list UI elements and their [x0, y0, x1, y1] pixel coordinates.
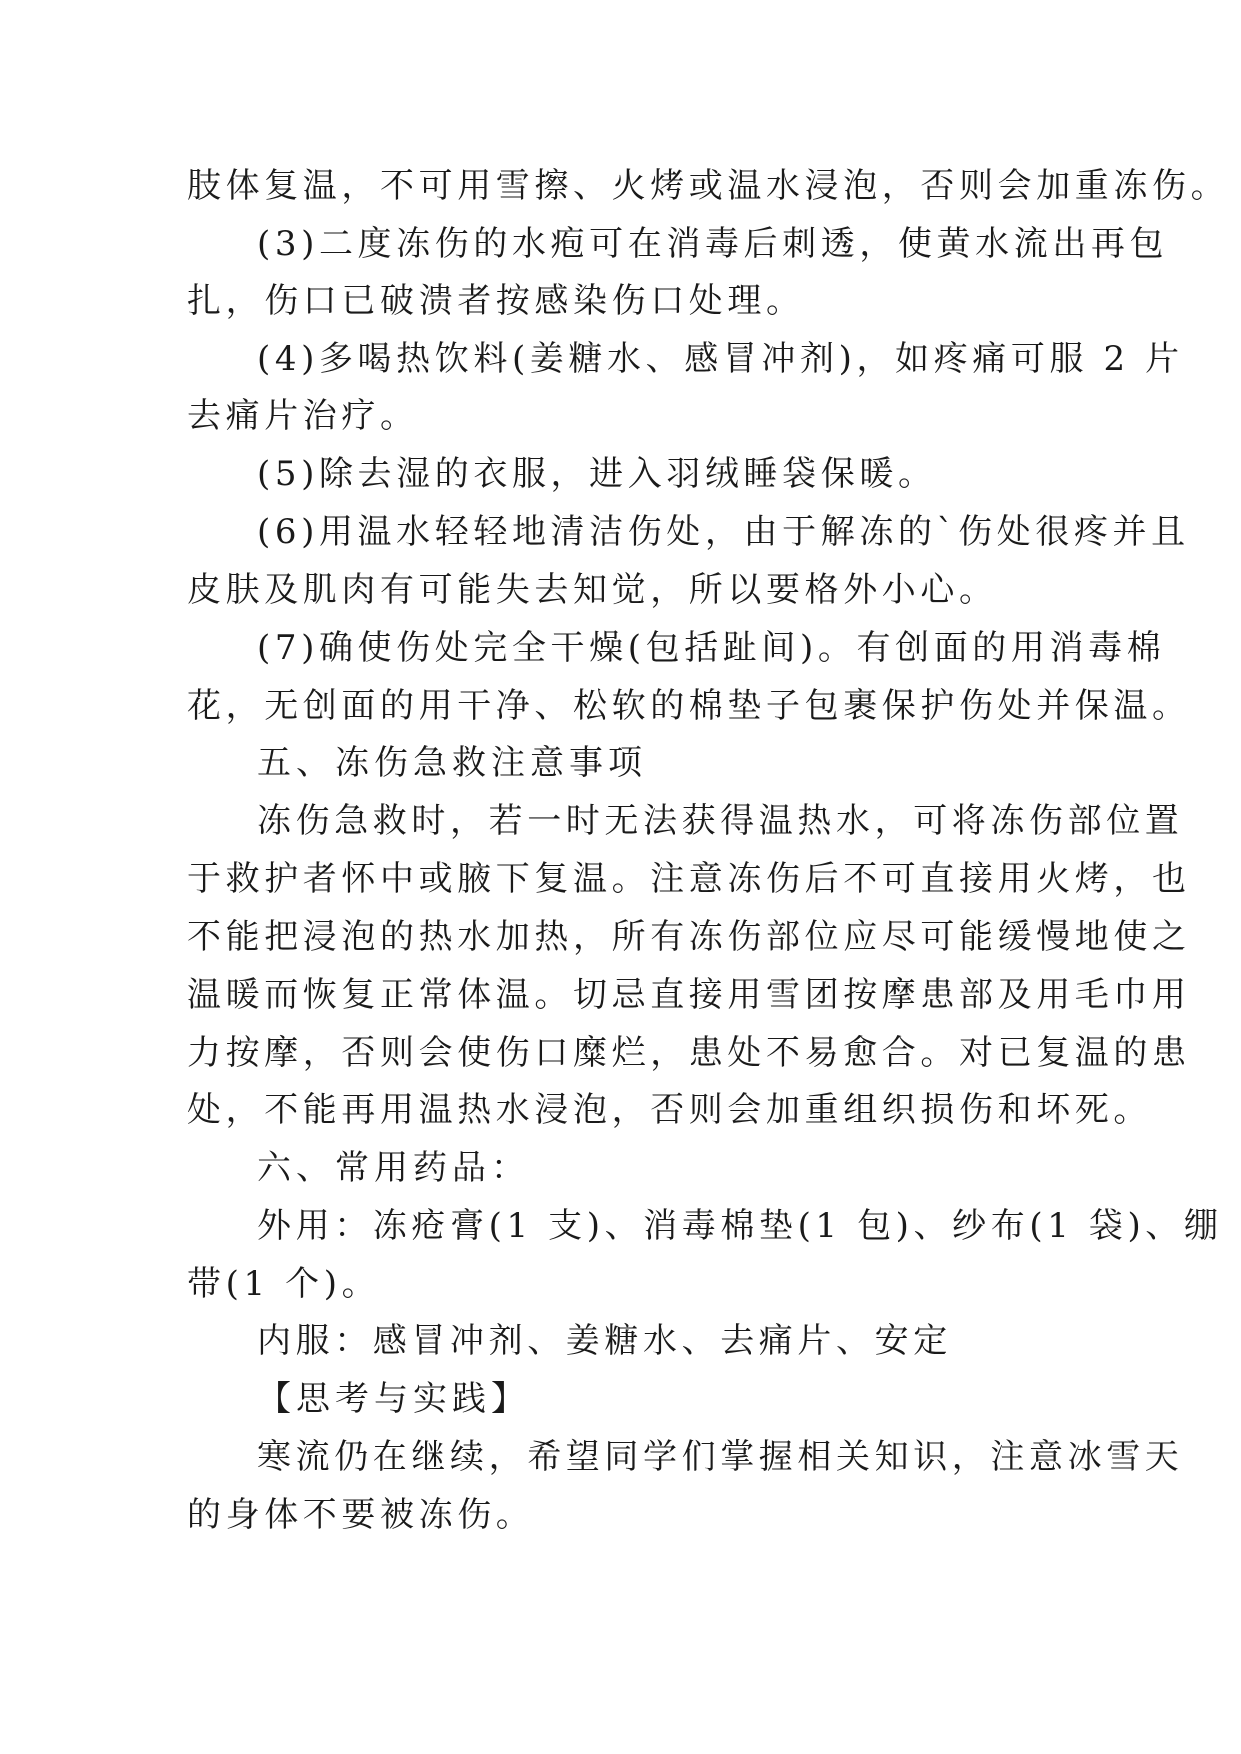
text-line: 寒流仍在继续，希望同学们掌握相关知识，注意冰雪天 [257, 1437, 1184, 1477]
text-line: (6)用温水轻轻地清洁伤处，由于解冻的`伤处很疼并且 [257, 512, 1190, 552]
text-line: 力按摩，否则会使伤口糜烂，患处不易愈合。对已复温的患 [187, 1033, 1191, 1073]
text-line: 外用：冻疮膏(1 支)、消毒棉垫(1 包)、纱布(1 袋)、绷 [257, 1206, 1223, 1246]
text-line: (5)除去湿的衣服，进入羽绒睡袋保暖。 [257, 454, 937, 494]
text-line: 温暖而恢复正常体温。切忌直接用雪团按摩患部及用毛巾用 [187, 975, 1191, 1015]
text-line: 处，不能再用温热水浸泡，否则会加重组织损伤和坏死。 [187, 1090, 1152, 1130]
text-line: 冻伤急救时，若一时无法获得温热水，可将冻伤部位置 [257, 801, 1184, 841]
text-line: 皮肤及肌肉有可能失去知觉，所以要格外小心。 [187, 570, 998, 610]
text-line: (3)二度冻伤的水疱可在消毒后刺透，使黄水流出再包 [257, 224, 1169, 264]
text-line: 去痛片治疗。 [187, 396, 419, 436]
text-line: (4)多喝热饮料(姜糖水、感冒冲剂)，如疼痛可服 2 片 [257, 339, 1184, 379]
text-line: 的身体不要被冻伤。 [187, 1495, 535, 1535]
text-line: 于救护者怀中或腋下复温。注意冻伤后不可直接用火烤，也 [187, 859, 1191, 899]
section-heading: 六、常用药品： [257, 1148, 530, 1188]
section-heading: 五、冻伤急救注意事项 [257, 743, 647, 783]
text-line: 扎，伤口已破溃者按感染伤口处理。 [187, 281, 805, 321]
text-line: (7)确使伤处完全干燥(包括趾间)。有创面的用消毒棉 [257, 628, 1166, 668]
section-heading: 【思考与实践】 [257, 1379, 530, 1419]
text-line: 不能把浸泡的热水加热，所有冻伤部位应尽可能缓慢地使之 [187, 917, 1191, 957]
text-line: 花，无创面的用干净、松软的棉垫子包裹保护伤处并保温。 [187, 686, 1191, 726]
text-line: 带(1 个)。 [187, 1264, 381, 1304]
text-line: 肢体复温，不可用雪擦、火烤或温水浸泡，否则会加重冻伤。 [187, 166, 1230, 206]
text-line: 内服：感冒冲剂、姜糖水、去痛片、安定 [257, 1321, 952, 1361]
